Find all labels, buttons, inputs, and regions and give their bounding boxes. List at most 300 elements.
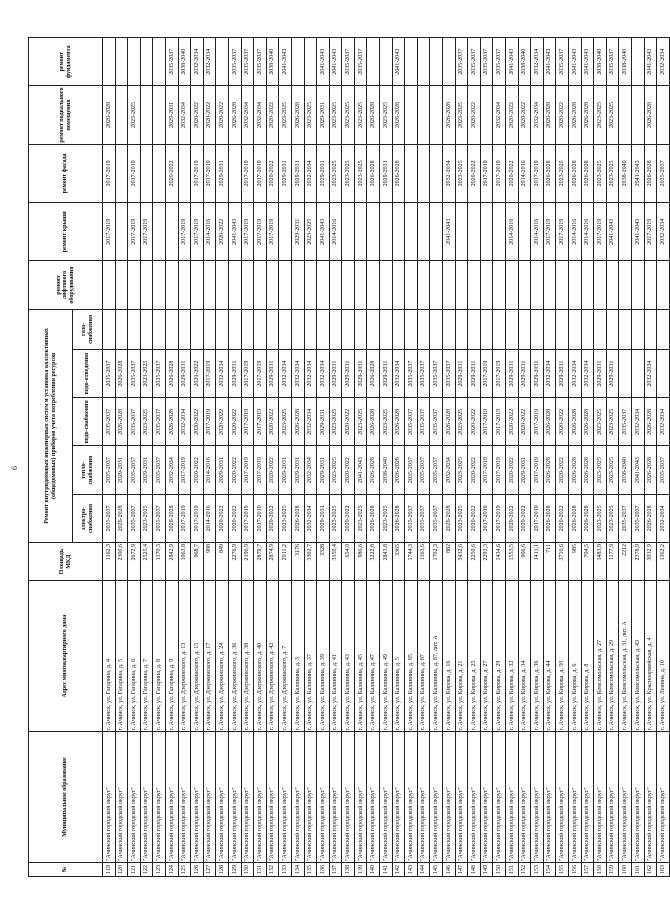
facade-cell: 2017-2019	[128, 144, 141, 202]
electro-cell: 2023-2025	[329, 494, 342, 542]
table-row	[354, 38, 367, 877]
electro-cell: 2023-2025	[354, 494, 367, 542]
address-cell: г. Ачинск, ул. Комсомольская, д. 27	[594, 581, 607, 732]
water-cell: 2020-2022	[266, 398, 279, 446]
heat-cell: 2017-2019	[493, 446, 506, 494]
table-row	[153, 38, 166, 877]
gas-cell	[455, 309, 468, 349]
lift-cell	[644, 261, 657, 309]
basement-cell	[153, 86, 166, 144]
sewer-cell: 2035-2037	[103, 349, 116, 397]
area-cell: 882	[443, 543, 456, 581]
heat-cell: 2020-2022	[506, 446, 519, 494]
area-cell: 1702,3	[430, 543, 443, 581]
heat-cell: 2035-2037	[430, 446, 443, 494]
electro-cell: 2026-2028	[644, 494, 657, 542]
municipality-cell: "Ачинский городской округ"	[480, 732, 493, 863]
municipality-cell: "Ачинский городской округ"	[594, 732, 607, 863]
sewer-cell: 2032-2034	[392, 349, 405, 397]
water-cell: 2026-2028	[367, 398, 380, 446]
header-water: водо-снабжения	[73, 398, 103, 446]
gas-cell	[606, 309, 619, 349]
facade-cell: 2020-2022	[506, 144, 519, 202]
municipality-cell: "Ачинский городской округ"	[317, 732, 330, 863]
row-number: 130	[241, 862, 254, 876]
roof-cell: 2029-2031	[291, 203, 304, 261]
basement-cell: 2020-2022	[203, 86, 216, 144]
facade-cell: 2035-2037	[657, 144, 670, 202]
sewer-cell: 2029-2031	[329, 349, 342, 397]
header-sewer: водо-отведения	[73, 349, 103, 397]
facade-cell: 2020-2022	[468, 144, 481, 202]
lift-cell	[506, 261, 519, 309]
sewer-cell: 2029-2031	[531, 349, 544, 397]
address-cell: г. Ачинск, ул. Дзержинского, д. 36	[228, 581, 241, 732]
sewer-cell: 2029-2031	[606, 349, 619, 397]
address-cell: г. Ачинск, ул. Кирова, д. 21	[455, 581, 468, 732]
header-gas: газо-снабжения	[73, 309, 103, 349]
water-cell: 2020-2022	[191, 398, 204, 446]
electro-cell: 2023-2025	[380, 494, 393, 542]
municipality-cell: "Ачинский городской округ"	[291, 732, 304, 863]
sewer-cell: 2029-2031	[266, 349, 279, 397]
address-cell: г. Ачинск, ул. Калинина, д. 37	[304, 581, 317, 732]
table-row	[304, 38, 317, 877]
facade-cell: 2017-2019	[103, 144, 116, 202]
header-roof: ремонт крыши	[29, 203, 103, 261]
sewer-cell: 2029-2031	[354, 349, 367, 397]
municipality-cell: "Ачинский городской округ"	[115, 732, 128, 863]
basement-cell: 2023-2025	[128, 86, 141, 144]
facade-cell: 2038-2040	[619, 144, 632, 202]
basement-cell: 2020-2022	[216, 86, 229, 144]
sewer-cell: 2026-2028	[115, 349, 128, 397]
row-number: 147	[455, 862, 468, 876]
basement-cell: 2029-2031	[165, 86, 178, 144]
table-row	[191, 38, 204, 877]
gas-cell	[631, 309, 644, 349]
water-cell: 2026-2028	[543, 398, 556, 446]
heat-cell: 2020-2022	[266, 446, 279, 494]
municipality-cell: "Ачинский городской округ"	[556, 732, 569, 863]
facade-cell: 2041-2043	[631, 144, 644, 202]
electro-cell: 2023-2025	[455, 494, 468, 542]
foundation-cell: 2038-2040	[518, 38, 531, 86]
table-row	[543, 38, 556, 877]
municipality-cell: "Ачинский городской округ"	[354, 732, 367, 863]
roof-cell: 2041-2043	[443, 203, 456, 261]
water-cell: 2026-2028	[568, 398, 581, 446]
lift-cell	[631, 261, 644, 309]
sewer-cell: 2032-2034	[304, 349, 317, 397]
lift-cell	[606, 261, 619, 309]
water-cell: 2035-2037	[430, 398, 443, 446]
area-cell: 2196,9	[241, 543, 254, 581]
address-cell: г. Ачинск, ул. Дзержинского, д. 38	[241, 581, 254, 732]
municipality-cell: "Ачинский городской округ"	[254, 732, 267, 863]
lift-cell	[543, 261, 556, 309]
gas-cell	[216, 309, 229, 349]
basement-cell: 2020-2022	[556, 86, 569, 144]
sewer-cell: 2026-2028	[165, 349, 178, 397]
table-row	[128, 38, 141, 877]
row-number: 158	[594, 862, 607, 876]
area-cell: 3432,6	[455, 543, 468, 581]
row-number: 155	[556, 862, 569, 876]
heat-cell: 2017-2019	[178, 446, 191, 494]
heat-cell: 2023-2025	[606, 446, 619, 494]
row-number: 119	[103, 862, 116, 876]
facade-cell: 2029-2031	[291, 144, 304, 202]
facade-cell: 2017-2019	[191, 144, 204, 202]
water-cell: 2023-2025	[594, 398, 607, 446]
electro-cell: 2032-2034	[304, 494, 317, 542]
municipality-cell: "Ачинский городской округ"	[140, 732, 153, 863]
foundation-cell: 2035-2037	[241, 38, 254, 86]
basement-cell: 2026-2028	[291, 86, 304, 144]
address-cell: г. Ачинск, ул. Гагарина, д. 7	[140, 581, 153, 732]
lift-cell	[178, 261, 191, 309]
heat-cell: 2038-2040	[619, 446, 632, 494]
area-cell: 2300,6	[115, 543, 128, 581]
gas-cell	[581, 309, 594, 349]
area-cell: 2276,9	[228, 543, 241, 581]
facade-cell: 2026-2028	[568, 144, 581, 202]
table-row	[657, 38, 670, 877]
gas-cell	[657, 309, 670, 349]
facade-cell: 2026-2028	[581, 144, 594, 202]
municipality-cell: "Ачинский городской округ"	[342, 732, 355, 863]
lift-cell	[140, 261, 153, 309]
heat-cell: 2029-2031	[279, 446, 292, 494]
lift-cell	[291, 261, 304, 309]
address-cell: г. Ачинск, ул. Калинина, д. 45	[354, 581, 367, 732]
address-cell: г. Ачинск, ул. Калинина, д. 85	[405, 581, 418, 732]
gas-cell	[228, 309, 241, 349]
foundation-cell: 2035-2037	[468, 38, 481, 86]
facade-cell: 2020-2022	[165, 144, 178, 202]
basement-cell: 2020-2022	[191, 86, 204, 144]
municipality-cell: "Ачинский городской округ"	[568, 732, 581, 863]
electro-cell: 2014-2016	[203, 494, 216, 542]
roof-cell: 2017-2019	[556, 203, 569, 261]
water-cell: 2017-2019	[493, 398, 506, 446]
area-cell: 1553,5	[506, 543, 519, 581]
basement-cell	[480, 86, 493, 144]
foundation-cell: 2035-2037	[493, 38, 506, 86]
row-number: 142	[392, 862, 405, 876]
basement-cell: 2026-2028	[443, 86, 456, 144]
gas-cell	[468, 309, 481, 349]
area-cell: 3328	[317, 543, 330, 581]
water-cell: 2032-2034	[178, 398, 191, 446]
gas-cell	[568, 309, 581, 349]
roof-cell: 2014-2016	[531, 203, 544, 261]
basement-cell	[631, 86, 644, 144]
row-number: 120	[115, 862, 128, 876]
roof-cell: 2017-2019	[644, 203, 657, 261]
address-cell: г. Ачинск, ул. Кирова, д. 34	[518, 581, 531, 732]
foundation-cell: 2041-2043	[644, 38, 657, 86]
roof-cell: 2017-2019	[128, 203, 141, 261]
heat-cell: 2032-2034	[165, 446, 178, 494]
foundation-cell	[115, 38, 128, 86]
electro-cell: 2017-2019	[531, 494, 544, 542]
municipality-cell: "Ачинский городской округ"	[103, 732, 116, 863]
water-cell: 2023-2025	[329, 398, 342, 446]
roof-cell: 2017-2019	[241, 203, 254, 261]
gas-cell	[367, 309, 380, 349]
lift-cell	[417, 261, 430, 309]
facade-cell: 2026-2028	[543, 144, 556, 202]
table-row	[430, 38, 443, 877]
water-cell: 2035-2037	[153, 398, 166, 446]
address-cell: г. Ачинск, ул. Кирова, д. 32	[506, 581, 519, 732]
water-cell: 2023-2025	[606, 398, 619, 446]
lift-cell	[455, 261, 468, 309]
gas-cell	[165, 309, 178, 349]
table-row	[241, 38, 254, 877]
lift-cell	[216, 261, 229, 309]
header-area: Площадь МКД	[29, 543, 103, 581]
sewer-cell: 2017-2019	[203, 349, 216, 397]
electro-cell: 2035-2037	[405, 494, 418, 542]
roof-cell	[380, 203, 393, 261]
basement-cell	[619, 86, 632, 144]
electro-cell: 2023-2025	[279, 494, 292, 542]
lift-cell	[405, 261, 418, 309]
lift-cell	[304, 261, 317, 309]
heat-cell: 2035-2037	[128, 446, 141, 494]
table-row	[203, 38, 216, 877]
water-cell: 2017-2019	[203, 398, 216, 446]
foundation-cell: 2035-2037	[556, 38, 569, 86]
repair-schedule-table	[28, 37, 670, 877]
foundation-cell	[140, 38, 153, 86]
water-cell: 2035-2037	[128, 398, 141, 446]
water-cell: 2026-2028	[291, 398, 304, 446]
facade-cell: 2023-2025	[594, 144, 607, 202]
header-address: Адрес многоквартирного дома	[29, 581, 103, 732]
foundation-cell: 2041-2043	[568, 38, 581, 86]
heat-cell: 2041-2043	[354, 446, 367, 494]
sewer-cell: 2029-2031	[342, 349, 355, 397]
roof-cell	[480, 203, 493, 261]
basement-cell: 2032-2034	[241, 86, 254, 144]
table-row	[140, 38, 153, 877]
foundation-cell	[103, 38, 116, 86]
table-row	[367, 38, 380, 877]
facade-cell: 2017-2019	[493, 144, 506, 202]
gas-cell	[619, 309, 632, 349]
basement-cell: 2026-2028	[103, 86, 116, 144]
water-cell: 2017-2019	[241, 398, 254, 446]
water-cell: 2026-2028	[443, 398, 456, 446]
water-cell: 2032-2034	[304, 398, 317, 446]
table-row	[392, 38, 405, 877]
municipality-cell: "Ачинский городской округ"	[430, 732, 443, 863]
facade-cell: 2029-2031	[380, 144, 393, 202]
municipality-cell: "Ачинский городской округ"	[631, 732, 644, 863]
basement-cell: 2020-2022	[266, 86, 279, 144]
heat-cell: 2023-2025	[329, 446, 342, 494]
foundation-cell: 2038-2040	[619, 38, 632, 86]
gas-cell	[304, 309, 317, 349]
water-cell: 2017-2019	[480, 398, 493, 446]
address-cell: г. Ачинск, ул. Красноармейская, д. 4	[644, 581, 657, 732]
foundation-cell: 2032-2034	[203, 38, 216, 86]
facade-cell: 2023-2025	[556, 144, 569, 202]
lift-cell	[115, 261, 128, 309]
row-number: 131	[254, 862, 267, 876]
electro-cell: 2026-2028	[291, 494, 304, 542]
sewer-cell: 2032-2034	[291, 349, 304, 397]
foundation-cell: 2038-2040	[266, 38, 279, 86]
row-number: 152	[518, 862, 531, 876]
gas-cell	[329, 309, 342, 349]
gas-cell	[178, 309, 191, 349]
facade-cell: 2023-2025	[342, 144, 355, 202]
area-cell: 3365	[392, 543, 405, 581]
row-number: 134	[291, 862, 304, 876]
facade-cell: 2032-2034	[443, 144, 456, 202]
sewer-cell: 2029-2031	[228, 349, 241, 397]
lift-cell	[619, 261, 632, 309]
electro-cell: 2017-2019	[254, 494, 267, 542]
row-number: 140	[367, 862, 380, 876]
water-cell: 2023-2025	[380, 398, 393, 446]
electro-cell: 2020-2022	[556, 494, 569, 542]
area-cell: 2911,2	[279, 543, 292, 581]
roof-cell	[455, 203, 468, 261]
sewer-cell: 2035-2037	[405, 349, 418, 397]
area-cell: 1483,9	[594, 543, 607, 581]
area-cell: 2843,8	[380, 543, 393, 581]
table-row	[317, 38, 330, 877]
electro-cell: 2017-2019	[493, 494, 506, 542]
header-lift: ремонт лифтового оборудования	[29, 261, 103, 309]
facade-cell	[417, 144, 430, 202]
municipality-cell: "Ачинский городской округ"	[367, 732, 380, 863]
foundation-cell: 2041-2043	[581, 38, 594, 86]
lift-cell	[556, 261, 569, 309]
electro-cell: 2032-2034	[657, 494, 670, 542]
municipality-cell: "Ачинский городской округ"	[128, 732, 141, 863]
facade-cell: 2017-2019	[531, 144, 544, 202]
facade-cell: 2029-2031	[279, 144, 292, 202]
basement-cell: 2023-2025	[342, 86, 355, 144]
basement-cell: 2032-2034	[493, 86, 506, 144]
roof-cell	[354, 203, 367, 261]
basement-cell: 2023-2025	[279, 86, 292, 144]
basement-cell: 2023-2025	[455, 86, 468, 144]
area-cell: 986,6	[354, 543, 367, 581]
heat-cell: 2017-2019	[531, 446, 544, 494]
sewer-cell: 2029-2031	[455, 349, 468, 397]
area-cell: 2879,7	[254, 543, 267, 581]
gas-cell	[140, 309, 153, 349]
facade-cell: 2026-2028	[367, 144, 380, 202]
foundation-cell	[430, 38, 443, 86]
roof-cell: 2014-2016	[506, 203, 519, 261]
area-cell: 2842,9	[165, 543, 178, 581]
water-cell: 2026-2028	[115, 398, 128, 446]
address-cell: г. Ачинск, ул. Кирова, д. 27	[480, 581, 493, 732]
municipality-cell: "Ачинский городской округ"	[178, 732, 191, 863]
heat-cell: 2035-2037	[417, 446, 430, 494]
basement-cell: 2020-2022	[506, 86, 519, 144]
foundation-cell: 2041-2043	[317, 38, 330, 86]
facade-cell: 2017-2019	[480, 144, 493, 202]
lift-cell	[430, 261, 443, 309]
area-cell: 985	[568, 543, 581, 581]
area-cell: 966,6	[518, 543, 531, 581]
facade-cell	[228, 144, 241, 202]
basement-cell: 2026-2028	[543, 86, 556, 144]
basement-cell: 2032-2034	[254, 86, 267, 144]
roof-cell: 2020-2022	[216, 203, 229, 261]
water-cell: 2023-2025	[279, 398, 292, 446]
facade-cell: 2017-2019	[203, 144, 216, 202]
table-row	[644, 38, 657, 877]
row-number: 157	[581, 862, 594, 876]
roof-cell: 2017-2019	[543, 203, 556, 261]
facade-cell: 2020-2022	[266, 144, 279, 202]
heat-cell: 2026-2028	[644, 446, 657, 494]
electro-cell: 2035-2037	[631, 494, 644, 542]
gas-cell	[203, 309, 216, 349]
basement-cell: 2026-2028	[392, 86, 405, 144]
water-cell: 2023-2025	[455, 398, 468, 446]
basement-cell: 2029-2031	[317, 86, 330, 144]
address-cell: г. Ачинск, ул. Дзержинского, д. 13	[178, 581, 191, 732]
basement-cell	[430, 86, 443, 144]
municipality-cell: "Ачинский городской округ"	[279, 732, 292, 863]
heat-cell: 2029-2031	[216, 446, 229, 494]
sewer-cell: 2020-2022	[191, 349, 204, 397]
area-cell: 2525,4	[140, 543, 153, 581]
water-cell: 2020-2022	[216, 398, 229, 446]
heat-cell: 2020-2022	[228, 446, 241, 494]
heat-cell: 2032-2034	[443, 446, 456, 494]
electro-cell: 2035-2037	[103, 494, 116, 542]
water-cell: 2029-2031	[317, 398, 330, 446]
row-number: 162	[644, 862, 657, 876]
electro-cell: 2035-2037	[619, 494, 632, 542]
table-row	[417, 38, 430, 877]
address-cell: г. Ачинск, ул. Дзержинского, д. 40	[254, 581, 267, 732]
basement-cell: 2023-2025	[594, 86, 607, 144]
lift-cell	[367, 261, 380, 309]
row-number: 139	[354, 862, 367, 876]
foundation-cell	[216, 38, 229, 86]
foundation-cell: 2038-2040	[178, 38, 191, 86]
lift-cell	[493, 261, 506, 309]
sewer-cell: 2032-2034	[568, 349, 581, 397]
municipality-cell: "Ачинский городской округ"	[506, 732, 519, 863]
lift-cell	[518, 261, 531, 309]
table-row	[228, 38, 241, 877]
foundation-cell: 2032-2034	[191, 38, 204, 86]
foundation-cell	[304, 38, 317, 86]
roof-cell: 2041-2043	[631, 203, 644, 261]
water-cell: 2017-2019	[531, 398, 544, 446]
municipality-cell: "Ачинский городской округ"	[329, 732, 342, 863]
sewer-cell: 2032-2034	[317, 349, 330, 397]
lift-cell	[279, 261, 292, 309]
row-number: 145	[430, 862, 443, 876]
table-row	[279, 38, 292, 877]
